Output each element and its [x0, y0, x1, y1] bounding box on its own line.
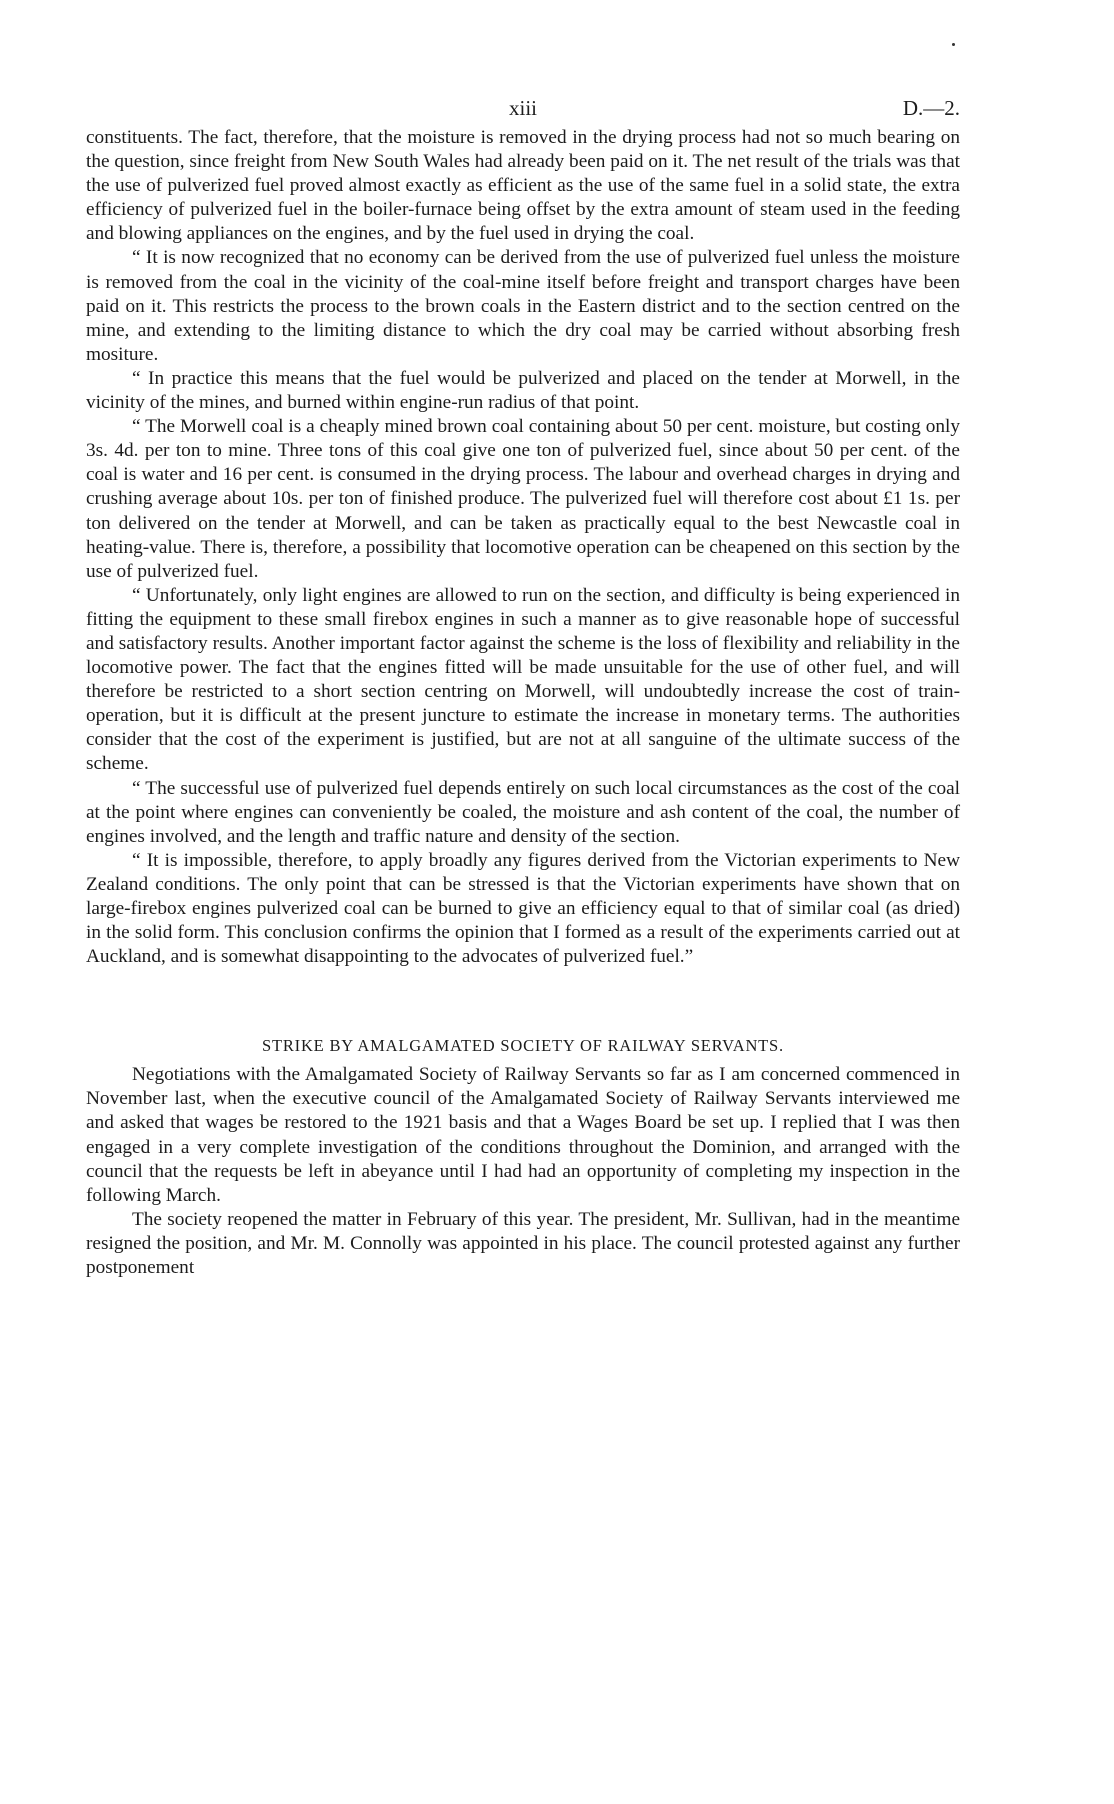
- scan-speck: [952, 43, 955, 46]
- document-reference: D.—2.: [902, 96, 960, 120]
- paragraph: “ The successful use of pulverized fuel depends entirely on such local circumstances as the cost of the coal at the point where engines can conveniently be coaled, the moisture and ash content of the coal, the number of engines involved, and the length and traffic nature and density of the section.: [86, 777, 960, 847]
- body-text: [86, 126, 960, 1280]
- paragraph: “ Unfortunately, only light engines are allowed to run on the section, and difficulty is being experienced in fitting the equipment to these small firebox engines in such a manner as to give reasonable hope of successful and satisfactory results. Another important factor against the scheme is the loss of flexibility and reliability in the locomotive power. The fact that the engines fitted will be made unsuitable for the use of other fuel, and will therefore be restricted to a short section centring on Morwell, will undoubtedly increase the cost of train-operation, but it is difficult at the present juncture to estimate the increase in monetary terms. The authorities consider that the cost of the experiment is justified, but are not at all sanguine of the ultimate success of the scheme.: [86, 584, 960, 775]
- document-page: [86, 96, 960, 1280]
- page-header: [86, 96, 960, 126]
- paragraph: “ It is now recognized that no economy can be derived from the use of pulverized fuel unless the moisture is removed from the coal in the vicinity of the coal-mine itself before freight and transport charges have been paid on it. This restricts the process to the brown coals in the Eastern district and to the section centred on the mine, and extending to the limiting distance to which the dry coal may be carried without absorbing fresh mositure.: [86, 247, 960, 365]
- section-heading: STRIKE BY AMALGAMATED SOCIETY OF RAILWAY SERVANTS.: [262, 1036, 784, 1056]
- page-number: xiii: [508, 96, 537, 120]
- paragraph: Negotiations with the Amalgamated Society of Railway Servants so far as I am concerned commenced in November last, when the executive council of the Amalgamated Society of Railway Servants interviewed me and asked that wages be restored to the 1921 basis and that a Wages Board be set up. I replied that I was then engaged in a very complete investigation of the conditions throughout the Dominion, and arranged with the council that the requests be left in abeyance until I had had an opportunity of completing my inspection in the following March.: [86, 1064, 960, 1206]
- paragraph: The society reopened the matter in February of this year. The president, Mr. Sullivan, had in the meantime resigned the position, and Mr. M. Connolly was appointed in his place. The council protested against any further postponement: [86, 1208, 960, 1279]
- paragraph: “ In practice this means that the fuel would be pulverized and placed on the tender at Morwell, in the vicinity of the mines, and burned within engine-run radius of that point.: [86, 367, 960, 414]
- paragraph: “ The Morwell coal is a cheaply mined brown coal containing about 50 per cent. moisture, but costing only 3s. 4d. per ton to mine. Three tons of this coal give one ton of pulverized fuel, since about 50 per cent. of the coal is water and 16 per cent. is consumed in the drying process. The labour and overhead charges in drying and crushing average about 10s. per ton of finished produce. The pulverized fuel will therefore cost about £1 1s. per ton delivered on the tender at Morwell, and can be taken as practically equal to the best Newcastle coal in heating-value. There is, therefore, a possibility that locomotive operation can be cheapened on this section by the use of pulverized fuel.: [86, 416, 960, 582]
- paragraph: “ It is impossible, therefore, to apply broadly any figures derived from the Victorian experiments to New Zealand conditions. The only point that can be stressed is that the Victorian experiments have shown that on large-firebox engines pulverized coal can be burned to give an efficiency equal to that of similar coal (as dried) in the solid form. This conclusion confirms the opinion that I formed as a result of the experiments carried out at Auckland, and is somewhat disappointing to the advocates of pulverized fuel.”: [86, 849, 960, 968]
- paragraph-continuation: constituents. The fact, therefore, that the moisture is removed in the drying process had not so much bearing on the question, since freight from New South Wales had already been paid on it. The net result of the trials was that the use of pulverized fuel proved almost exactly as efficient as the use of the same fuel in a solid state, the extra efficiency of pulverized fuel in the boiler-furnace being offset by the extra amount of steam used in the feeding and blowing appliances on the engines, and by the fuel used in drying the coal.: [86, 127, 960, 245]
